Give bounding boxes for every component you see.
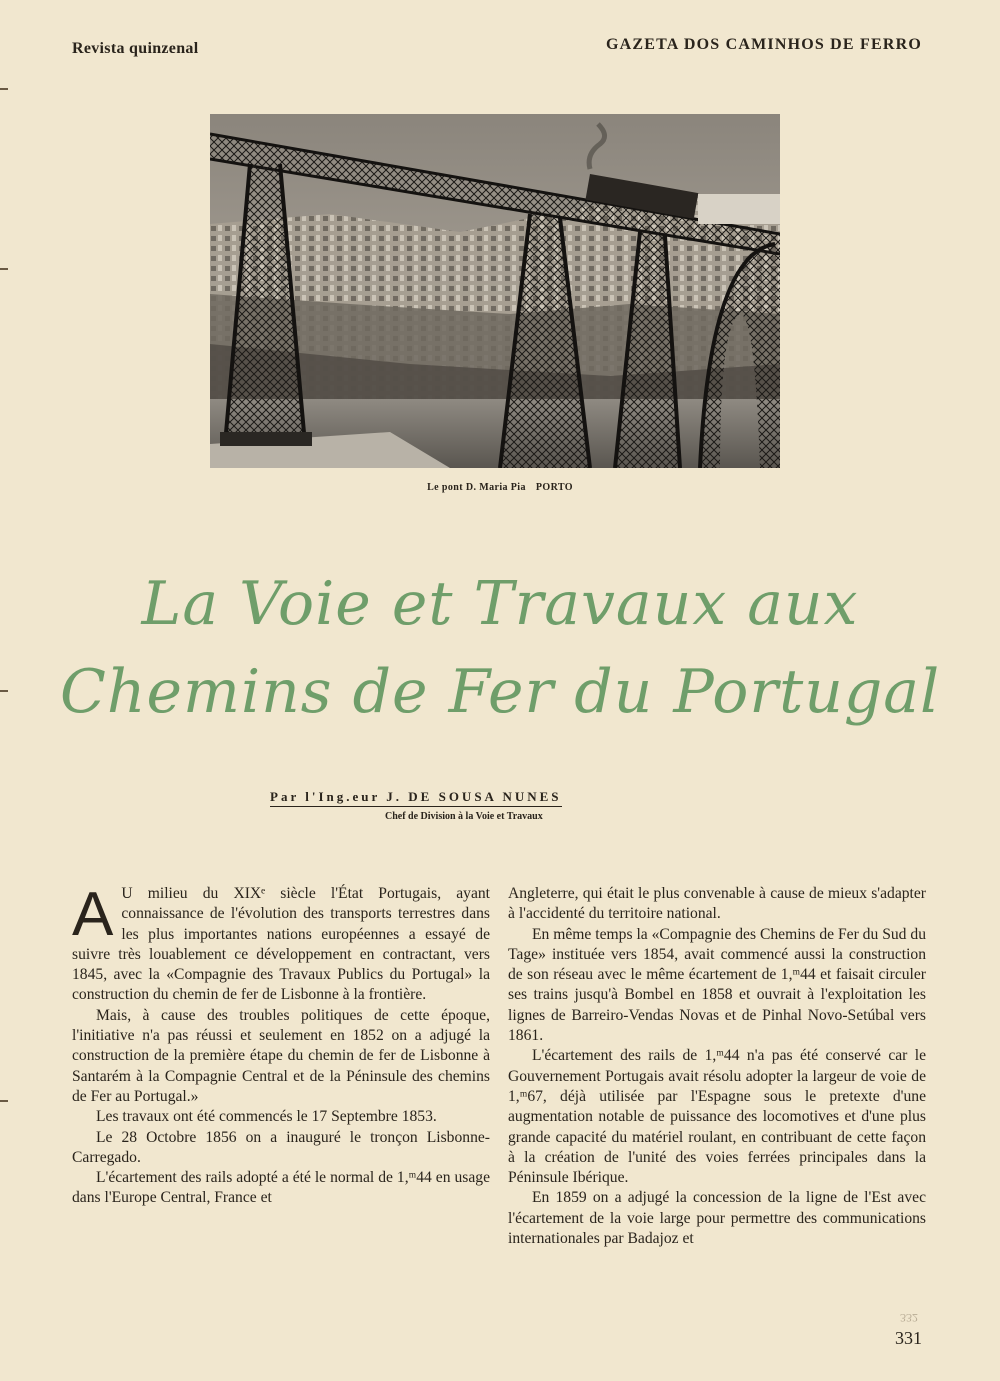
photo-caption <box>0 482 1000 493</box>
drop-cap: A <box>72 880 114 949</box>
caption-place: PORTO <box>535 482 573 493</box>
title-line-2: Chemins de Fer du Portugal <box>60 657 941 727</box>
paragraph: En même temps la «Compagnie des Chemins de Fer du Sud du Tage» instituée vers 1854, avait commencé aussi la construction de son réseau avec le même écartement de 1,ᵐ44 et faisait circuler ses trains jusqu'à Bombel en 1858 et ouvrait à l'exploitation les lignes de Barreiro-Vendas Novas et de Pinhal Novo-Setúbal vers 1861. <box>508 925 926 1045</box>
paragraph <box>72 880 490 1006</box>
paragraph: Mais, à cause des troubles politiques de cette époque, l'initiative n'a pas réussi et seulement en 1852 on a adjugé la construction de la première étape du chemin de fer de Lisbonne à Santarém à la Compagnie Central et de la Péninsule des chemins de Fer au Portugal.» <box>72 1006 490 1105</box>
bridge-illustration <box>210 114 780 468</box>
paragraph: En 1859 on a adjugé la concession de la ligne de l'Est avec l'écartement de la voie large pour permettre des communications internationales par Badajoz et <box>508 1189 926 1248</box>
author-byline: Par l'Ing.eur J. DE SOUSA NUNES <box>270 789 562 807</box>
bleed-through-page-number: 332 <box>900 1311 918 1325</box>
paragraph: Angleterre, qui était le plus convenable à cause de mieux s'adapter à l'accidenté du territoire national. <box>508 885 926 923</box>
paragraph: L'écartement des rails de 1,ᵐ44 n'a pas été conservé car le Gouvernement Portugais avait résolu adopter la largeur de voie de 1,ᵐ67, déjà utilisée par l'Espagne sous le pretexte d'une augmentation notable de puissance des locomotives et d'une plus grande capacité du matériel roulant, en contribuant de cette façon à la création de l'unité des voies ferrées principales dans la Péninsule Ibérique. <box>508 1047 926 1187</box>
paragraph: L'écartement des rails adopté a été le normal de 1,ᵐ44 en usage dans l'Europe Central, France et <box>72 1169 490 1207</box>
paragraph-text: U milieu du XIXᵉ siècle l'État Portugais, ayant connaissance de l'évolution des transports terrestres dans les plus importantes nations européennes a essayé de suivre très louablement ce développement en contractant, vers 1845, avec la «Compagnie des Travaux Publics du Portugal» la construction du chemin de fer de Lisbonne à la frontière. <box>72 885 490 1004</box>
margin-mark <box>0 1100 8 1102</box>
paragraph: Le 28 Octobre 1856 on a inauguré le tronçon Lisbonne-Carregado. <box>72 1128 490 1166</box>
margin-mark <box>0 88 8 90</box>
author-role: Chef de Division à la Voie et Travaux <box>385 811 543 822</box>
bridge-photo <box>210 114 780 468</box>
title-line-1: La Voie et Travaux aux <box>141 569 859 639</box>
header-magazine-title: GAZETA DOS CAMINHOS DE FERRO <box>605 36 922 53</box>
article-column-left <box>72 880 490 1209</box>
article-column-right <box>508 884 926 1249</box>
article-title <box>60 560 940 736</box>
paragraph: Les travaux ont été commencés le 17 Septembre 1853. <box>96 1108 437 1126</box>
caption-bridge-name: Le pont D. Maria Pia <box>427 482 526 493</box>
margin-mark <box>0 268 8 270</box>
header-publication-frequency: Revista quinzenal <box>72 40 199 57</box>
page-number: 331 <box>895 1328 922 1348</box>
margin-mark <box>0 690 8 692</box>
